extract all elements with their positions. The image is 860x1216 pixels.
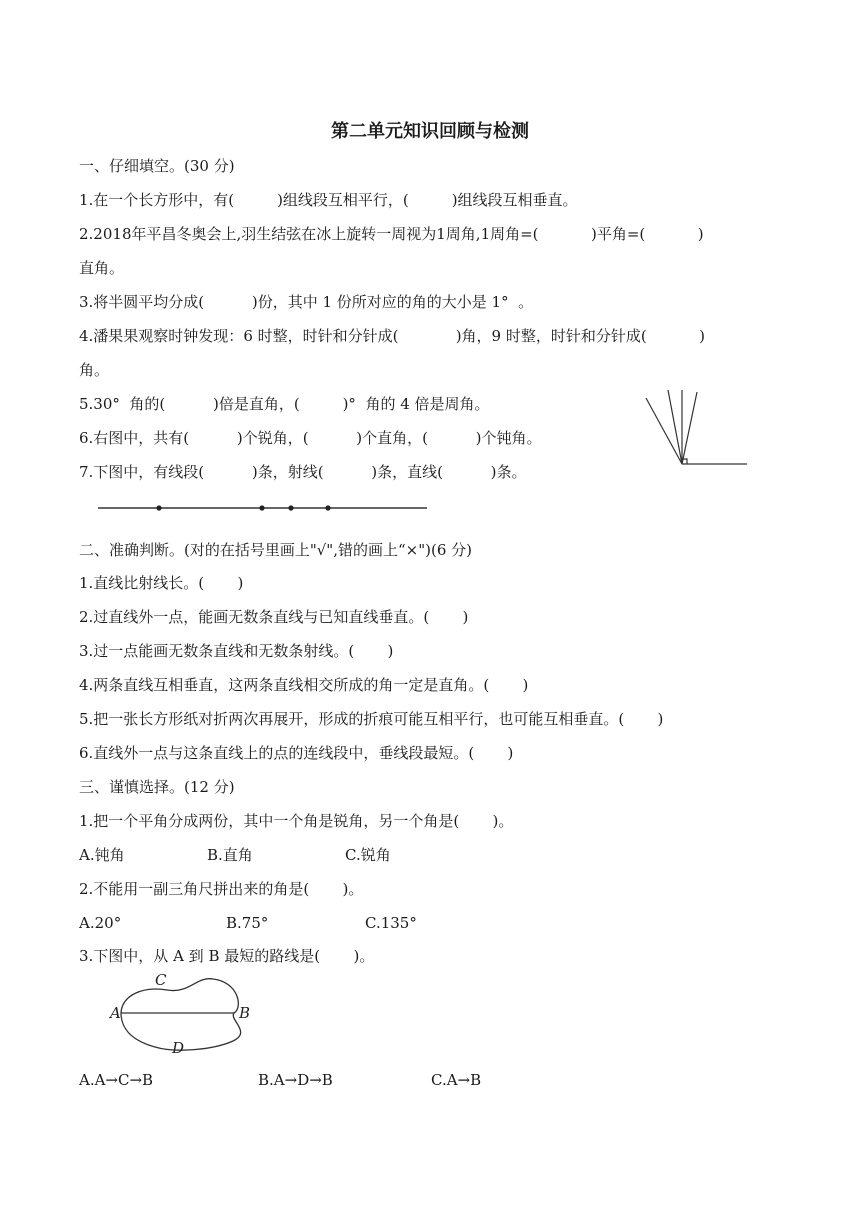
question-3-3: 3.下图中，从 A 到 B 最短的路线是( )。	[79, 947, 375, 965]
section-1-heading: 一、仔细填空。(30 分)	[79, 157, 235, 175]
question-1-5: 5.30° 角的( )倍是直角，( )° 角的 4 倍是周角。	[79, 395, 490, 413]
page-title: 第二单元知识回顾与检测	[331, 121, 529, 142]
question-2-2: 2.过直线外一点，能画无数条直线与已知直线垂直。( )	[79, 608, 469, 626]
question-1-4-line2: 角。	[79, 361, 110, 379]
label-a: A	[110, 1004, 121, 1022]
question-3-1: 1.把一个平角分成两份，其中一个角是锐角，另一个角是( )。	[79, 812, 514, 830]
section-2-heading: 二、准确判断。(对的在括号里画上"√",错的画上“×")(6 分)	[79, 541, 472, 559]
option-3-1-b: B.直角	[207, 846, 253, 864]
option-3-3-b: B.A→D→B	[258, 1071, 333, 1089]
left-ray	[646, 398, 682, 464]
right-ray	[682, 392, 697, 464]
question-2-4: 4.两条直线互相垂直，这两条直线相交所成的角一定是直角。( )	[79, 676, 529, 694]
option-3-1-c: C.锐角	[345, 846, 391, 864]
question-1-1: 1.在一个长方形中，有( )组线段互相平行，( )组线段互相垂直。	[79, 191, 578, 209]
angle-rays-figure	[640, 385, 755, 470]
option-3-3-a: A.A→C→B	[79, 1071, 154, 1089]
option-3-2-b: B.75°	[226, 914, 269, 932]
question-3-2: 2.不能用一副三角尺拼出来的角是( )。	[79, 880, 364, 898]
section-3-heading: 三、谨慎选择。(12 分)	[79, 778, 235, 796]
option-3-3-c: C.A→B	[431, 1071, 482, 1089]
question-2-3: 3.过一点能画无数条直线和无数条射线。( )	[79, 642, 394, 660]
point-1	[156, 505, 161, 510]
question-2-5: 5.把一张长方形纸对折两次再展开，形成的折痕可能互相平行，也可能互相垂直。( )	[79, 710, 664, 728]
label-b: B	[239, 1004, 251, 1022]
question-1-7: 7.下图中，有线段( )条，射线( )条，直线( )条。	[79, 463, 527, 481]
line-points-figure	[95, 500, 430, 516]
option-3-2-a: A.20°	[79, 914, 122, 932]
question-2-6: 6.直线外一点与这条直线上的点的连线段中，垂线段最短。( )	[79, 744, 514, 762]
option-3-1-a: A.钝角	[79, 846, 125, 864]
question-1-4-line1: 4.潘果果观察时钟发现：6 时整，时针和分针成( )角，9 时整，时针和分针成( )	[79, 327, 706, 345]
question-1-2-line2: 直角。	[79, 259, 125, 277]
left-middle-ray	[668, 390, 682, 464]
route-figure	[105, 968, 270, 1063]
question-2-1: 1.直线比射线长。( )	[79, 574, 244, 592]
question-1-3: 3.将半圆平均分成( )份，其中 1 份所对应的角的大小是 1° 。	[79, 293, 534, 311]
question-1-6: 6.右图中，共有( )个锐角，( )个直角，( )个钝角。	[79, 429, 542, 447]
point-2	[259, 505, 264, 510]
option-3-2-c: C.135°	[365, 914, 417, 932]
question-1-2-line1: 2.2018年平昌冬奥会上,羽生结弦在冰上旋转一周视为1周角,1周角=( )平角=( )	[79, 225, 704, 243]
point-4	[325, 505, 330, 510]
label-c: C	[155, 971, 167, 989]
label-d: D	[172, 1039, 185, 1057]
point-3	[288, 505, 293, 510]
